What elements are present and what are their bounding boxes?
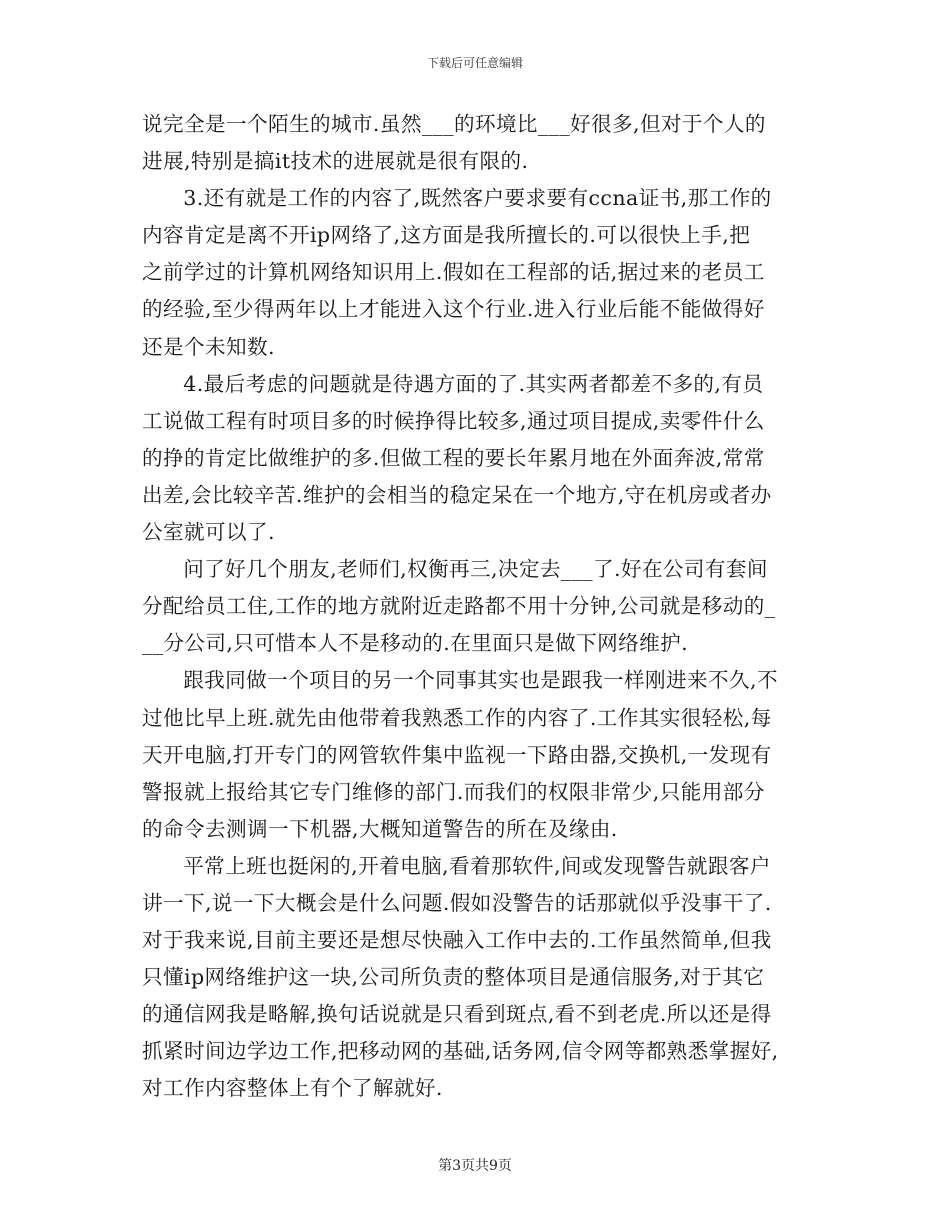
paragraph-4: 问了好几个朋友,老师们,权衡再三,决定去___了.好在公司有套间 分配给员工住,工作的地方就附近走路都不用十分钟,公司就是移动的_ __分公司,只可惜本人不是移动的.在里面只是做下网络维护. xyxy=(142,557,776,656)
page-number-footer: 第3页共9页 xyxy=(438,1158,512,1174)
document-body xyxy=(142,106,810,1108)
paragraph-2: 3.还有就是工作的内容了,既然客户要求要有ccna证书,那工作的 内容肯定是离不开ip网络了,这方面是我所擅长的.可以很快上手,把 之前学过的计算机网络知识用上.假如在工程部的话,据过来的老员工 的经验,至少得两年以上才能进入这个行业.进入行业后能不能做得好 还是个未知数. xyxy=(142,186,772,359)
page-header: 下载后可任意编辑 xyxy=(426,56,523,70)
paragraph-3: 4.最后考虑的问题就是待遇方面的了.其实两者都差不多的,有员 工说做工程有时项目多的时候挣得比较多,通过项目提成,卖零件什么 的挣的肯定比做维护的多.但做工程的要长年累月地在外面奔波,常常 出差,会比较辛苦.维护的会相当的稳定呆在一个地方,守在机房或者办 公室就可以了. xyxy=(142,371,772,545)
paragraph-1: 说完全是一个陌生的城市.虽然___的环境比___好很多,但对于个人的 进展,特别是搞it技术的进展就是很有限的. xyxy=(142,112,766,174)
paragraph-5: 跟我同做一个项目的另一个同事其实也是跟我一样刚进来不久,不 过他比早上班.就先由他带着我熟悉工作的内容了.工作其实很轻松,每 天开电脑,打开专门的网管软件集中监视一下路由器,交换机,一发现有 警报就上报给其它专门维修的部门.而我们的权限非常少,只能用部分 的命令去测调一下机器,大概知道警告的所在及缘由. xyxy=(142,668,778,841)
paragraph-6: 平常上班也挺闲的,开着电脑,看着那软件,间或发现警告就跟客户 讲一下,说一下大概会是什么问题.假如没警告的话那就似乎没事干了. 对于我来说,目前主要还是想尽快融入工作中去的.工作虽然简单,但我 只懂ip网络维护这一块,公司所负责的整体项目是通信服务,对于其它 的通信网我是略解,换句话说就是只看到斑点,看不到老虎.所以还是得 抓紧时间边学边工作,把移动网的基础,话务网,信令网等都熟悉掌握好, 对工作内容整体上有个了解就好. xyxy=(142,853,779,1101)
